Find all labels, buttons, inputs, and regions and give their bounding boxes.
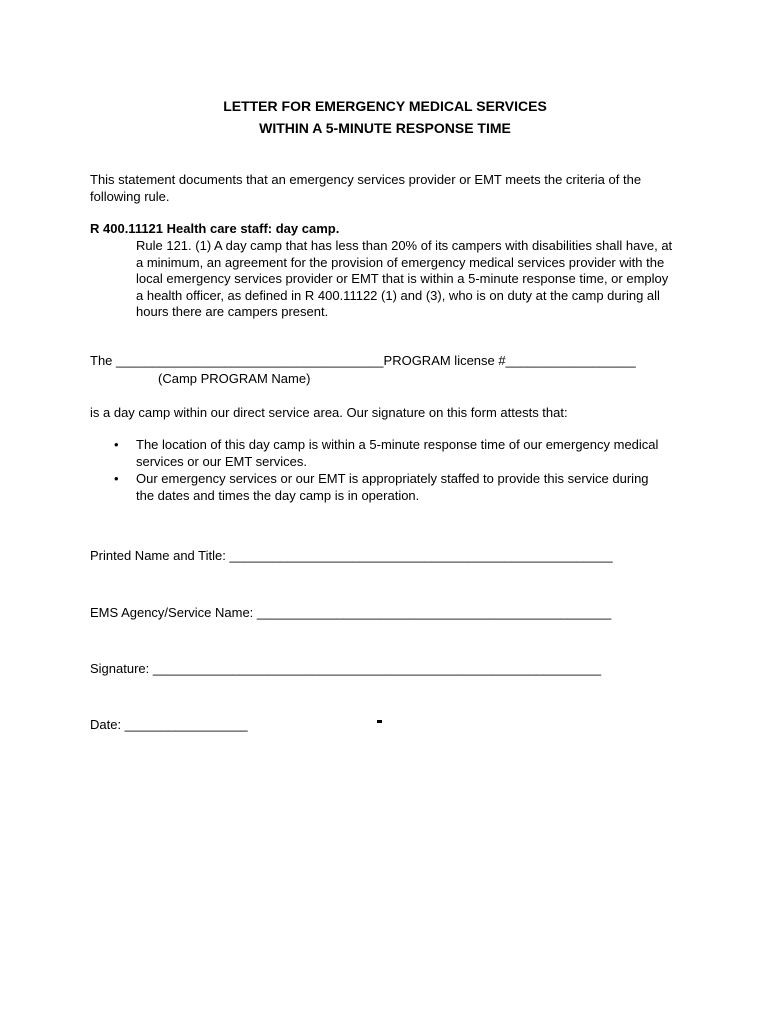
bullet-icon: •	[114, 437, 119, 452]
printed-name-field[interactable]: Printed Name and Title: _____________________________________________________	[90, 548, 613, 563]
document-title-line-2: WITHIN A 5-MINUTE RESPONSE TIME	[259, 120, 511, 136]
attestation-text: The location of this day camp is within a 5-minute response time of our emergency medical services or our EMT services.	[136, 437, 659, 469]
program-license-line: The _____________________________________PROGRAM license #__________________	[90, 353, 636, 368]
attestation-text: Our emergency services or our EMT is appropriately staffed to provide this service during the dates and times the day camp is in operation.	[136, 471, 649, 503]
bullet-icon: •	[114, 471, 119, 486]
document-title-line-1: LETTER FOR EMERGENCY MEDICAL SERVICES	[223, 98, 547, 114]
ems-agency-field[interactable]: EMS Agency/Service Name: _________________________________________________	[90, 605, 612, 620]
signature-field[interactable]: Signature: ______________________________________________________________	[90, 661, 602, 676]
attestation-item	[90, 471, 670, 504]
rule-text: Rule 121. (1) A day camp that has less than 20% of its campers with disabilities shall have, at a minimum, an agreement for the provision of emergency medical services provider with the local emergency services provider or EMT that is within a 5-minute response time, or employ a health officer, as defined in R 400.11122 (1) and (3), who is on duty at the camp during all hours there are campers present.	[136, 238, 673, 319]
stray-mark	[377, 720, 382, 723]
program-caption: (Camp PROGRAM Name)	[158, 371, 311, 386]
attestation-item	[90, 437, 670, 470]
rule-heading: R 400.11121 Health care staff: day camp.	[90, 221, 340, 236]
attestation-list	[90, 437, 670, 505]
date-field[interactable]: Date: _________________	[90, 717, 248, 732]
service-area-statement: is a day camp within our direct service area. Our signature on this form attests that:	[90, 405, 568, 420]
intro-paragraph: This statement documents that an emergency services provider or EMT meets the criteria of the following rule.	[90, 172, 642, 204]
